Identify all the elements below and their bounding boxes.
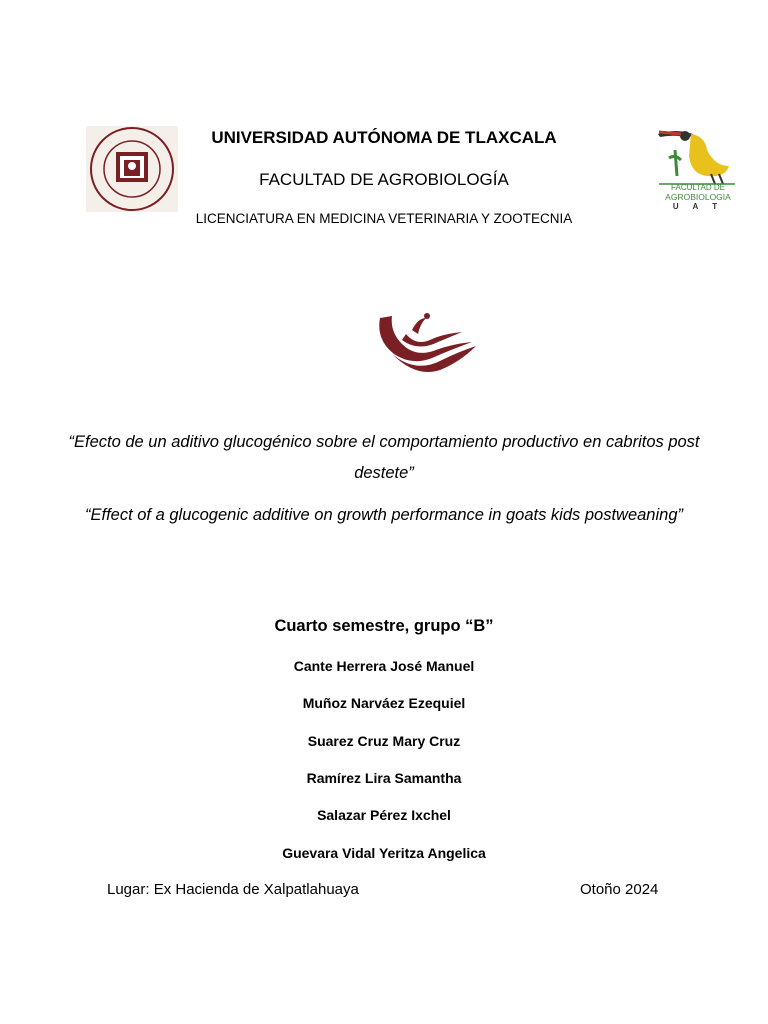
modelo-humanista-logo [372, 278, 480, 378]
author-name: Guevara Vidal Yeritza Angelica [282, 845, 486, 861]
university-title: UNIVERSIDAD AUTÓNOMA DE TLAXCALA [211, 128, 557, 147]
degree-title: LICENCIATURA EN MEDICINA VETERINARIA Y ZOOTECNIA [195, 211, 573, 226]
faculty-title: FACULTAD DE AGROBIOLOGÍA [259, 170, 509, 189]
author-name: Ramírez Lira Samantha [306, 770, 462, 786]
semester-group: Cuarto semestre, grupo “B” [274, 617, 494, 635]
thesis-title-english: “Effect of a glucogenic additive on growth performance in goats kids postweaning” [84, 506, 683, 524]
faculty-logo-line2: AGROBIOLOGIA [665, 192, 731, 202]
author-name: Cante Herrera José Manuel [293, 658, 475, 674]
season-text: Otoño 2024 [580, 881, 659, 898]
author-name: Suarez Cruz Mary Cruz [307, 733, 461, 749]
author-name: Salazar Pérez Ixchel [317, 807, 451, 823]
place-text: Lugar: Ex Hacienda de Xalpatlahuaya [107, 881, 359, 898]
faculty-logo-line3: U A T [672, 202, 724, 211]
faculty-logo-line1: FACULTAD DE [671, 183, 725, 192]
author-name: Muñoz Narváez Ezequiel [302, 695, 466, 711]
thesis-title-spanish: “Efecto de un aditivo glucogénico sobre el comportamiento productivo en cabritos post destete” [68, 433, 700, 482]
